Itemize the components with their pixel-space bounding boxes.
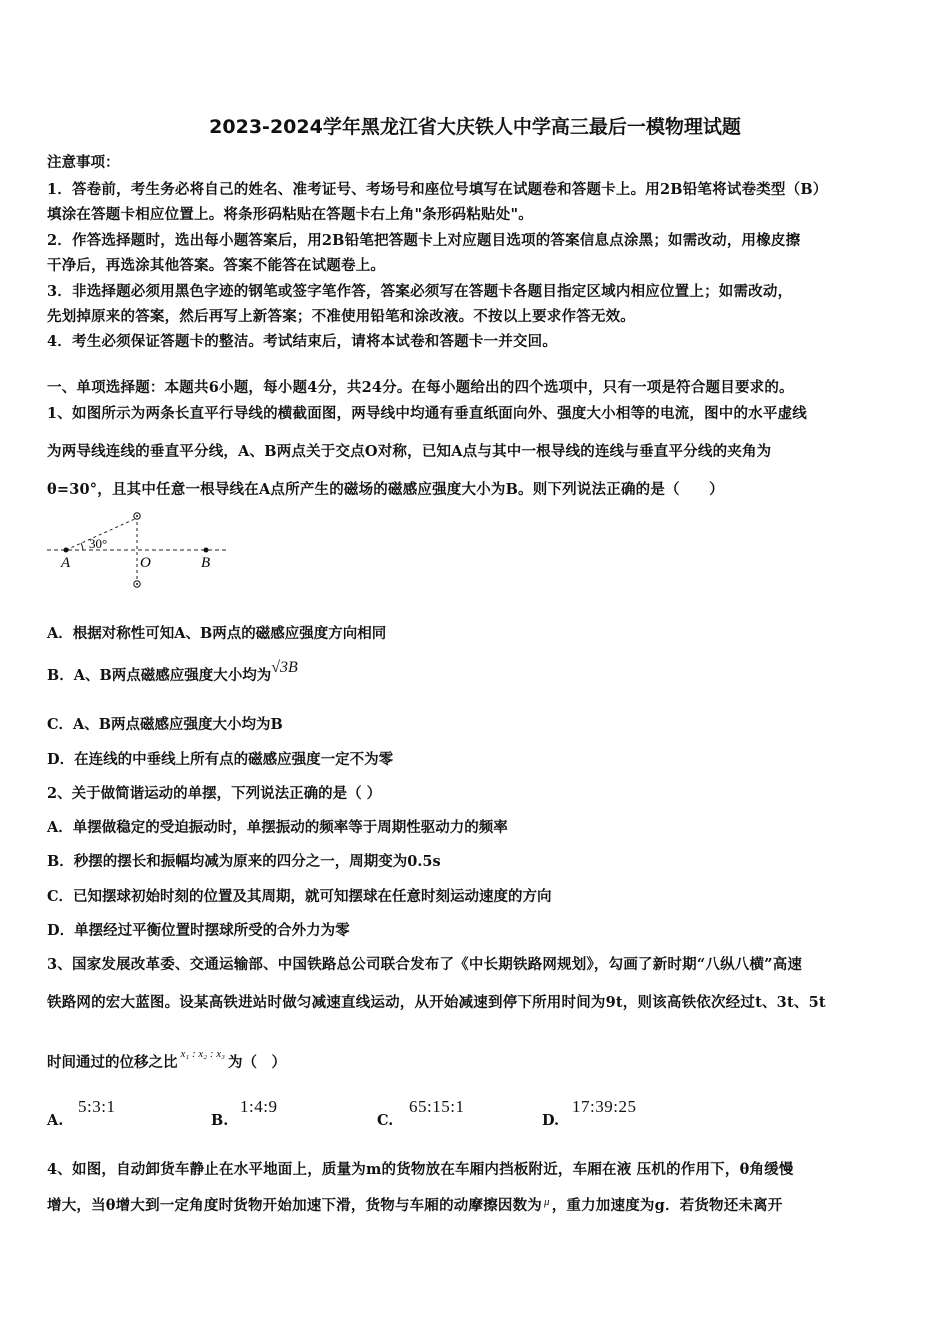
question-2-stem: 2、关于做简谐运动的单摆，下列说法正确的是（ ） <box>47 785 382 802</box>
question-4-line: 4、如图，自动卸货车静止在水平地面上，质量为m的货物放在车厢内挡板附近，车厢在液 压机的作用下，θ角缓慢 <box>47 1161 794 1178</box>
q4-line2-mu: μ <box>543 1196 550 1208</box>
q3-option-b-label: B. <box>211 1112 229 1129</box>
question-3-line: 3、国家发展改革委、交通运输部、中国铁路总公司联合发布了《中长期铁路网规划》，勾画了新时期“八纵八横”高速 <box>47 956 803 973</box>
q2-option-c: C．已知摆球初始时刻的位置及其周期，就可知摆球在任意时刻运动速度的方向 <box>47 888 552 905</box>
q1-option-b <box>47 659 298 685</box>
q3-option-c-label: C. <box>377 1112 394 1129</box>
notice-line: 填涂在答题卡相应位置上。将条形码粘贴在答题卡右上角"条形码粘贴处"。 <box>47 206 533 223</box>
question-1-line: 为两导线连线的垂直平分线，A、B两点关于交点O对称，已知A点与其中一根导线的连线与垂直平分线的夹角为 <box>47 443 772 460</box>
label-a: A <box>61 555 71 571</box>
notice-line: 1．答卷前，考生务必将自己的姓名、准考证号、考场号和座位号填写在试题卷和答题卡上。用2B铅笔将试卷类型（B） <box>47 181 828 198</box>
q4-line2-pre: 增大，当θ增大到一定角度时货物开始加速下滑，货物与车厢的动摩擦因数为 <box>47 1197 542 1214</box>
notice-line: 3．非选择题必须用黑色字迹的钢笔或签字笔作答，答案必须写在答题卡各题目指定区域内相应位置上；如需改动， <box>47 283 793 300</box>
point-b-dot <box>204 548 209 553</box>
page-title: 2023-2024学年黑龙江省大庆铁人中学高三最后一模物理试题 <box>209 116 741 138</box>
notice-line: 2．作答选择题时，选出每小题答案后，用2B铅笔把答题卡上对应题目选项的答案信息点涂黑；如需改动，用橡皮擦 <box>47 232 801 249</box>
q3-option-b-value: 1:4:9 <box>240 1097 278 1116</box>
question-3-line: 铁路网的宏大蓝图。设某高铁进站时做匀减速直线运动，从开始减速到停下所用时间为9t，则该高铁依次经过t、3t、5t <box>47 994 826 1011</box>
q4-line2-post: ，重力加速度为g．若货物还未离开 <box>551 1197 783 1214</box>
question-1-line: θ=30°，且其中任意一根导线在A点所产生的磁场的磁感应强度大小为B。则下列说法正确的是（ ） <box>47 481 724 498</box>
point-a-dot <box>64 548 69 553</box>
q3-option-d-value: 17:39:25 <box>572 1097 637 1116</box>
notice-line: 4．考生必须保证答题卡的整洁。考试结束后，请将本试卷和答题卡一并交回。 <box>47 333 558 350</box>
notice-heading: 注意事项： <box>47 154 120 171</box>
q1-option-d: D．在连线的中垂线上所有点的磁感应强度一定不为零 <box>47 751 394 768</box>
q3-line3-math: x₁ : x₂ : x₃ <box>180 1048 225 1060</box>
q2-option-b: B．秒摆的摆长和振幅均减为原来的四分之一，周期变为0.5s <box>47 853 441 870</box>
q2-option-d: D．单摆经过平衡位置时摆球所受的合外力为零 <box>47 922 350 939</box>
q3-option-d-label: D. <box>542 1112 560 1129</box>
q3-option-a-value: 5:3:1 <box>78 1097 116 1116</box>
question-1-line: 1、如图所示为两条长直平行导线的横截面图，两导线中均通有垂直纸面向外、强度大小相等的电流，图中的水平虚线 <box>47 405 807 422</box>
q1-option-b-math: √3B <box>271 659 298 676</box>
section-heading: 一、单项选择题：本题共6小题，每小题4分，共24分。在每小题给出的四个选项中，只有一项是符合题目要求的。 <box>47 379 794 396</box>
notice-line: 先划掉原来的答案，然后再写上新答案；不准使用铅笔和涂改液。不按以上要求作答无效。 <box>47 308 635 325</box>
angle-label: 30° <box>89 536 108 551</box>
q3-line3-pre: 时间通过的位移之比 <box>47 1054 178 1071</box>
q3-option-c-value: 65:15:1 <box>409 1097 465 1116</box>
q3-option-a-label: A. <box>47 1112 64 1129</box>
angle-arc <box>81 543 83 550</box>
wire-top-dot <box>136 515 138 517</box>
question-3-line <box>47 1048 286 1072</box>
label-o: O <box>140 555 151 571</box>
q1-option-b-text: B．A、B两点磁感应强度大小均为 <box>47 667 272 684</box>
q3-line3-post: 为（ ） <box>227 1054 286 1071</box>
q1-option-c: C．A、B两点磁感应强度大小均为B <box>47 716 283 733</box>
question-1-figure <box>45 508 235 592</box>
q2-option-a: A．单摆做稳定的受迫振动时，单摆振动的频率等于周期性驱动力的频率 <box>47 819 508 836</box>
question-4-line <box>47 1194 783 1215</box>
wire-bottom-dot <box>136 583 138 585</box>
notice-line: 干净后，再选涂其他答案。答案不能答在试题卷上。 <box>47 257 386 274</box>
q1-option-a: A．根据对称性可知A、B两点的磁感应强度方向相同 <box>47 625 387 642</box>
label-b: B <box>201 555 211 571</box>
